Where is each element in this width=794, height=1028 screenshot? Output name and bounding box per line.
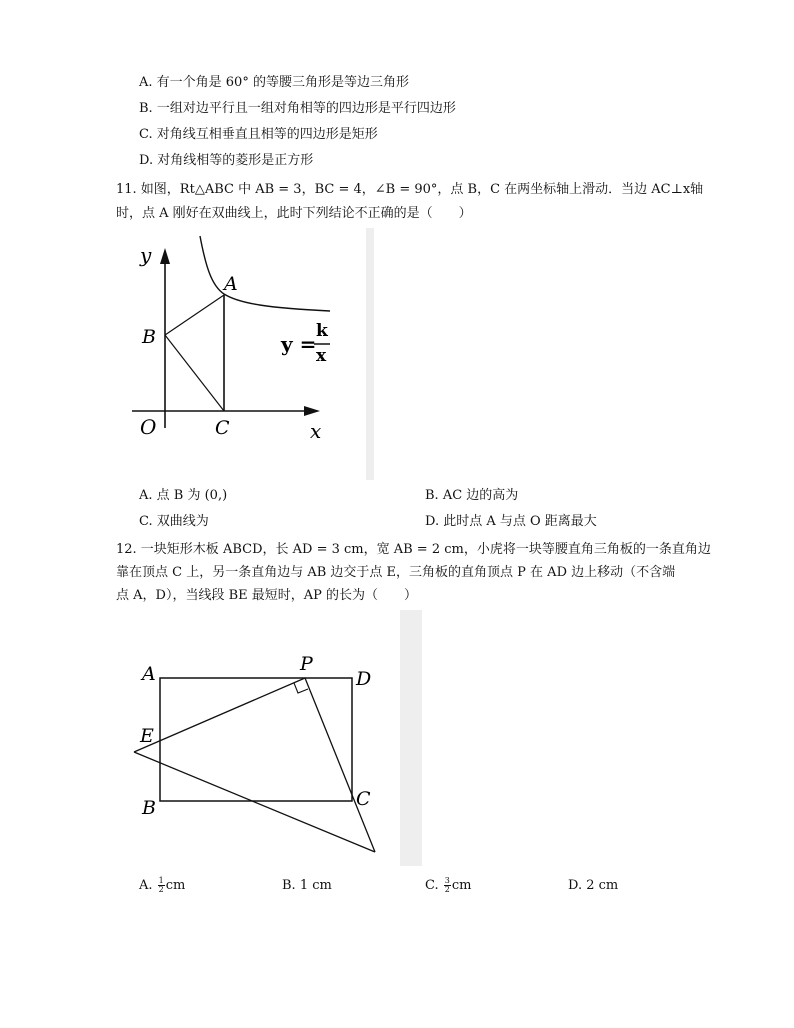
point-a-label: A xyxy=(142,663,156,685)
q12-figure xyxy=(120,650,390,860)
q10-option-d: D. 对角线相等的菱形是正方形 xyxy=(139,153,314,168)
point-e-label: E xyxy=(140,725,154,747)
x-axis-arrow-icon xyxy=(304,406,320,416)
q11-option-d: D. 此时点 A 与点 O 距离最大 xyxy=(425,514,597,529)
fraction xyxy=(158,877,165,894)
fraction-denominator: 2 xyxy=(158,885,164,894)
equation-lhs: y = xyxy=(281,332,317,356)
point-a-label: A xyxy=(224,273,238,295)
q12-stem-line2: 靠在顶点 C 上，另一条直角边与 AB 边交于点 E，三角板的直角顶点 P 在 AD 边上移动（不含端 xyxy=(116,565,676,580)
segment-bc xyxy=(165,335,224,411)
q11-stem-line2: 时，点 A 刚好在双曲线上，此时下列结论不正确的是（ ） xyxy=(116,206,472,221)
q12-stem-line1: 12. 一块矩形木板 ABCD，长 AD = 3 cm，宽 AB = 2 cm，小虎将一块等腰直角三角板的一条直角边 xyxy=(116,542,711,557)
q11-option-c: C. 双曲线为 xyxy=(139,514,209,529)
segment-ab xyxy=(165,295,224,335)
point-b-label: B xyxy=(142,797,156,819)
q12-option-d: D. 2 cm xyxy=(568,878,619,893)
origin-label: O xyxy=(140,415,157,439)
right-angle-mark xyxy=(294,683,308,693)
q12-option-a xyxy=(139,877,185,895)
y-axis-arrow-icon xyxy=(160,248,170,264)
q11-option-a: A. 点 B 为 (0,) xyxy=(139,488,228,503)
q10-option-a: A. 有一个角是 60° 的等腰三角形是等边三角形 xyxy=(139,75,409,90)
fraction-denominator: 2 xyxy=(444,885,450,894)
point-d-label: D xyxy=(356,668,372,690)
point-c-label: C xyxy=(215,417,230,439)
fraction xyxy=(444,877,451,894)
y-axis-label: y xyxy=(140,243,152,267)
scan-edge-shadow-2 xyxy=(400,610,422,866)
rectangle-abcd xyxy=(160,678,352,801)
q12-stem-line3: 点 A，D），当线段 BE 最短时，AP 的长为（ ） xyxy=(116,588,418,603)
equation-numerator: k xyxy=(316,321,328,341)
q10-option-b: B. 一组对边平行且一组对角相等的四边形是平行四边形 xyxy=(139,101,456,116)
fraction-numerator: 1 xyxy=(158,876,164,885)
unit: cm xyxy=(451,878,472,893)
fraction-numerator: 3 xyxy=(444,876,450,885)
point-b-label: B xyxy=(142,326,156,348)
segment-hypotenuse xyxy=(134,752,375,852)
q12-option-b: B. 1 cm xyxy=(282,878,332,893)
unit: cm xyxy=(165,878,186,893)
option-prefix: A. xyxy=(139,878,153,893)
hyperbola-curve xyxy=(200,236,330,311)
q12-option-c xyxy=(425,877,471,895)
q11-option-b: B. AC 边的高为 xyxy=(425,488,519,503)
point-p-label: P xyxy=(300,653,313,675)
segment-pc-extended xyxy=(305,678,375,852)
equation-denominator: x xyxy=(316,346,327,366)
x-axis-label: x xyxy=(310,419,322,443)
scan-edge-shadow xyxy=(366,228,374,480)
option-prefix: C. xyxy=(425,878,439,893)
q11-figure xyxy=(120,228,350,448)
point-c-label: C xyxy=(356,788,371,810)
q11-stem-line1: 11. 如图，Rt△ABC 中 AB = 3，BC = 4，∠B = 90°，点 B，C 在两坐标轴上滑动．当边 AC⊥x轴 xyxy=(116,182,704,197)
q10-option-c: C. 对角线互相垂直且相等的四边形是矩形 xyxy=(139,127,378,142)
